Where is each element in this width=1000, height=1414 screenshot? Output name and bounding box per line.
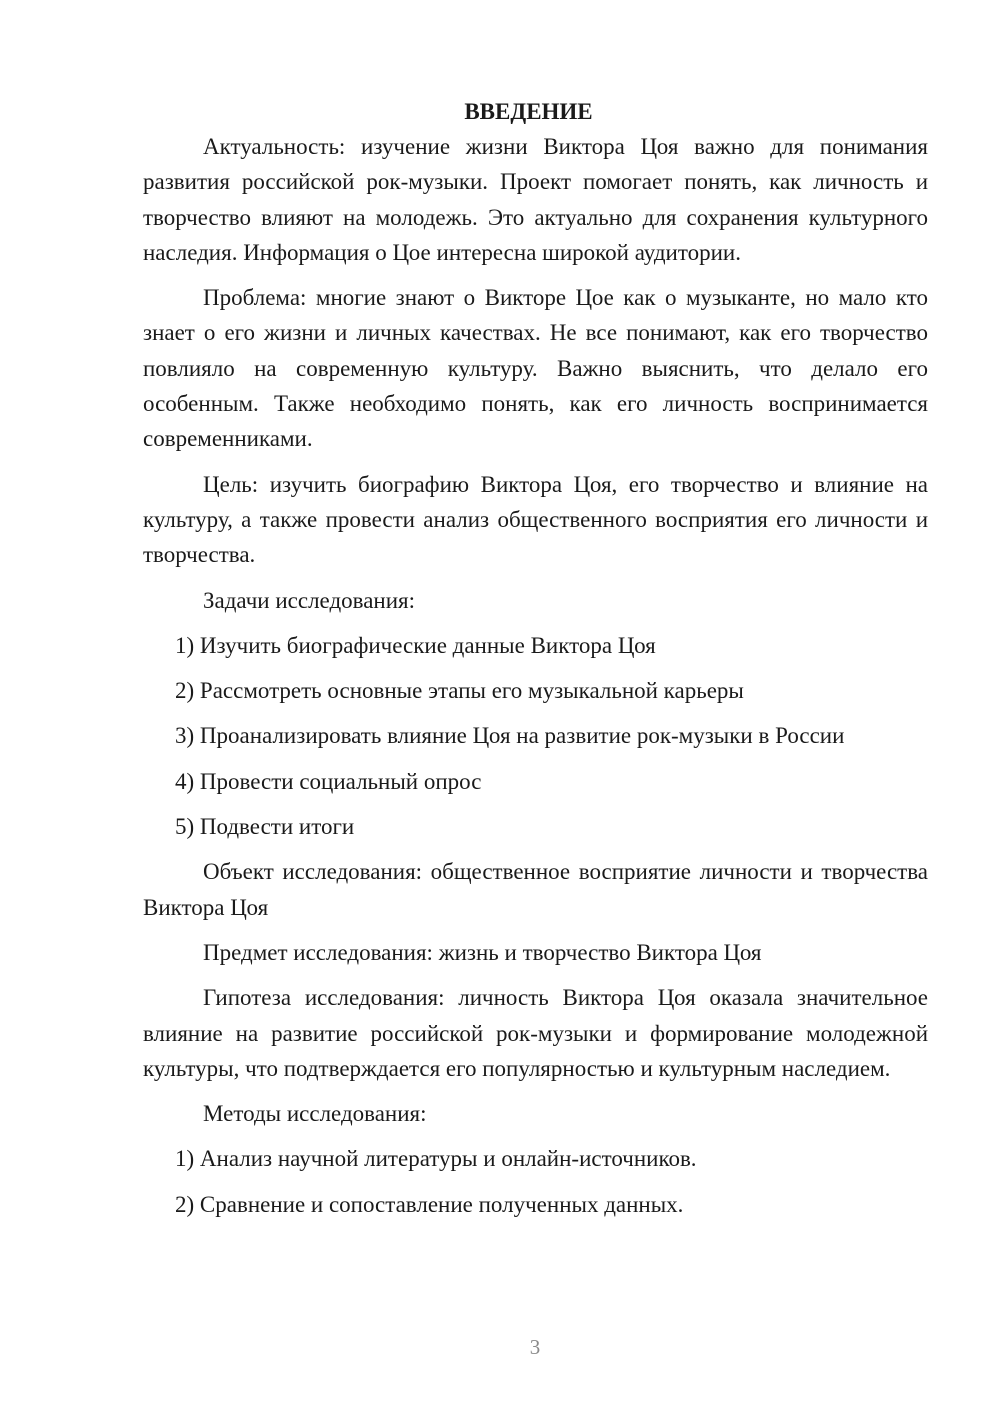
task-item-1: 1) Изучить биографические данные Виктора Цоя [175, 632, 656, 658]
section-heading [143, 94, 928, 129]
document-body [143, 94, 928, 1232]
task-item-2: 2) Рассмотреть основные этапы его музыкальной карьеры [175, 678, 744, 704]
task-item-3: 3) Проанализировать влияние Цоя на развитие рок-музыки в России [175, 723, 845, 749]
task-item-4: 4) Провести социальный опрос [175, 768, 482, 794]
method-item-2: 2) Сравнение и сопоставление полученных данных. [175, 1191, 684, 1217]
task-item-5: 5) Подвести итоги [175, 814, 355, 840]
tasks-title: Задачи исследования: [203, 587, 416, 613]
page-number: 3 [529, 1335, 541, 1359]
hypothesis-paragraph: Гипотеза исследования: личность Виктора Цоя оказала значительное влияние на развитие российской рок-музыки и формирование молодежной культуры, что подтверждается его популярностью и культурным наследием. [143, 985, 928, 1081]
methods-title: Методы исследования: [203, 1101, 427, 1127]
goal-paragraph: Цель: изучить биографию Виктора Цоя, его творчество и влияние на культуру, а также провести анализ общественного восприятия его личности и творчества. [143, 471, 928, 568]
section-heading-text: ВВЕДЕНИЕ [464, 99, 593, 124]
relevance-paragraph: Актуальность: изучение жизни Виктора Цоя важно для понимания развития российской рок-музыки. Проект помогает понять, как личность и творчество влияют на молодежь. Это актуально для сохранения культурного наследия. Информация о Цое интересна широкой аудитории. [143, 134, 928, 265]
subject-paragraph: Предмет исследования: жизнь и творчество Виктора Цоя [203, 939, 762, 965]
problem-paragraph: Проблема: многие знают о Викторе Цое как о музыканте, но мало кто знает о его жизни и личных качествах. Не все понимают, как его творчество повлияло на современную культуру. Важно выяснить, что делало его особенным. Также необходимо понять, как его личность воспринимается современниками. [143, 285, 928, 452]
method-item-1: 1) Анализ научной литературы и онлайн-источников. [175, 1146, 697, 1172]
object-paragraph: Объект исследования: общественное восприятие личности и творчества Виктора Цоя [143, 859, 928, 920]
